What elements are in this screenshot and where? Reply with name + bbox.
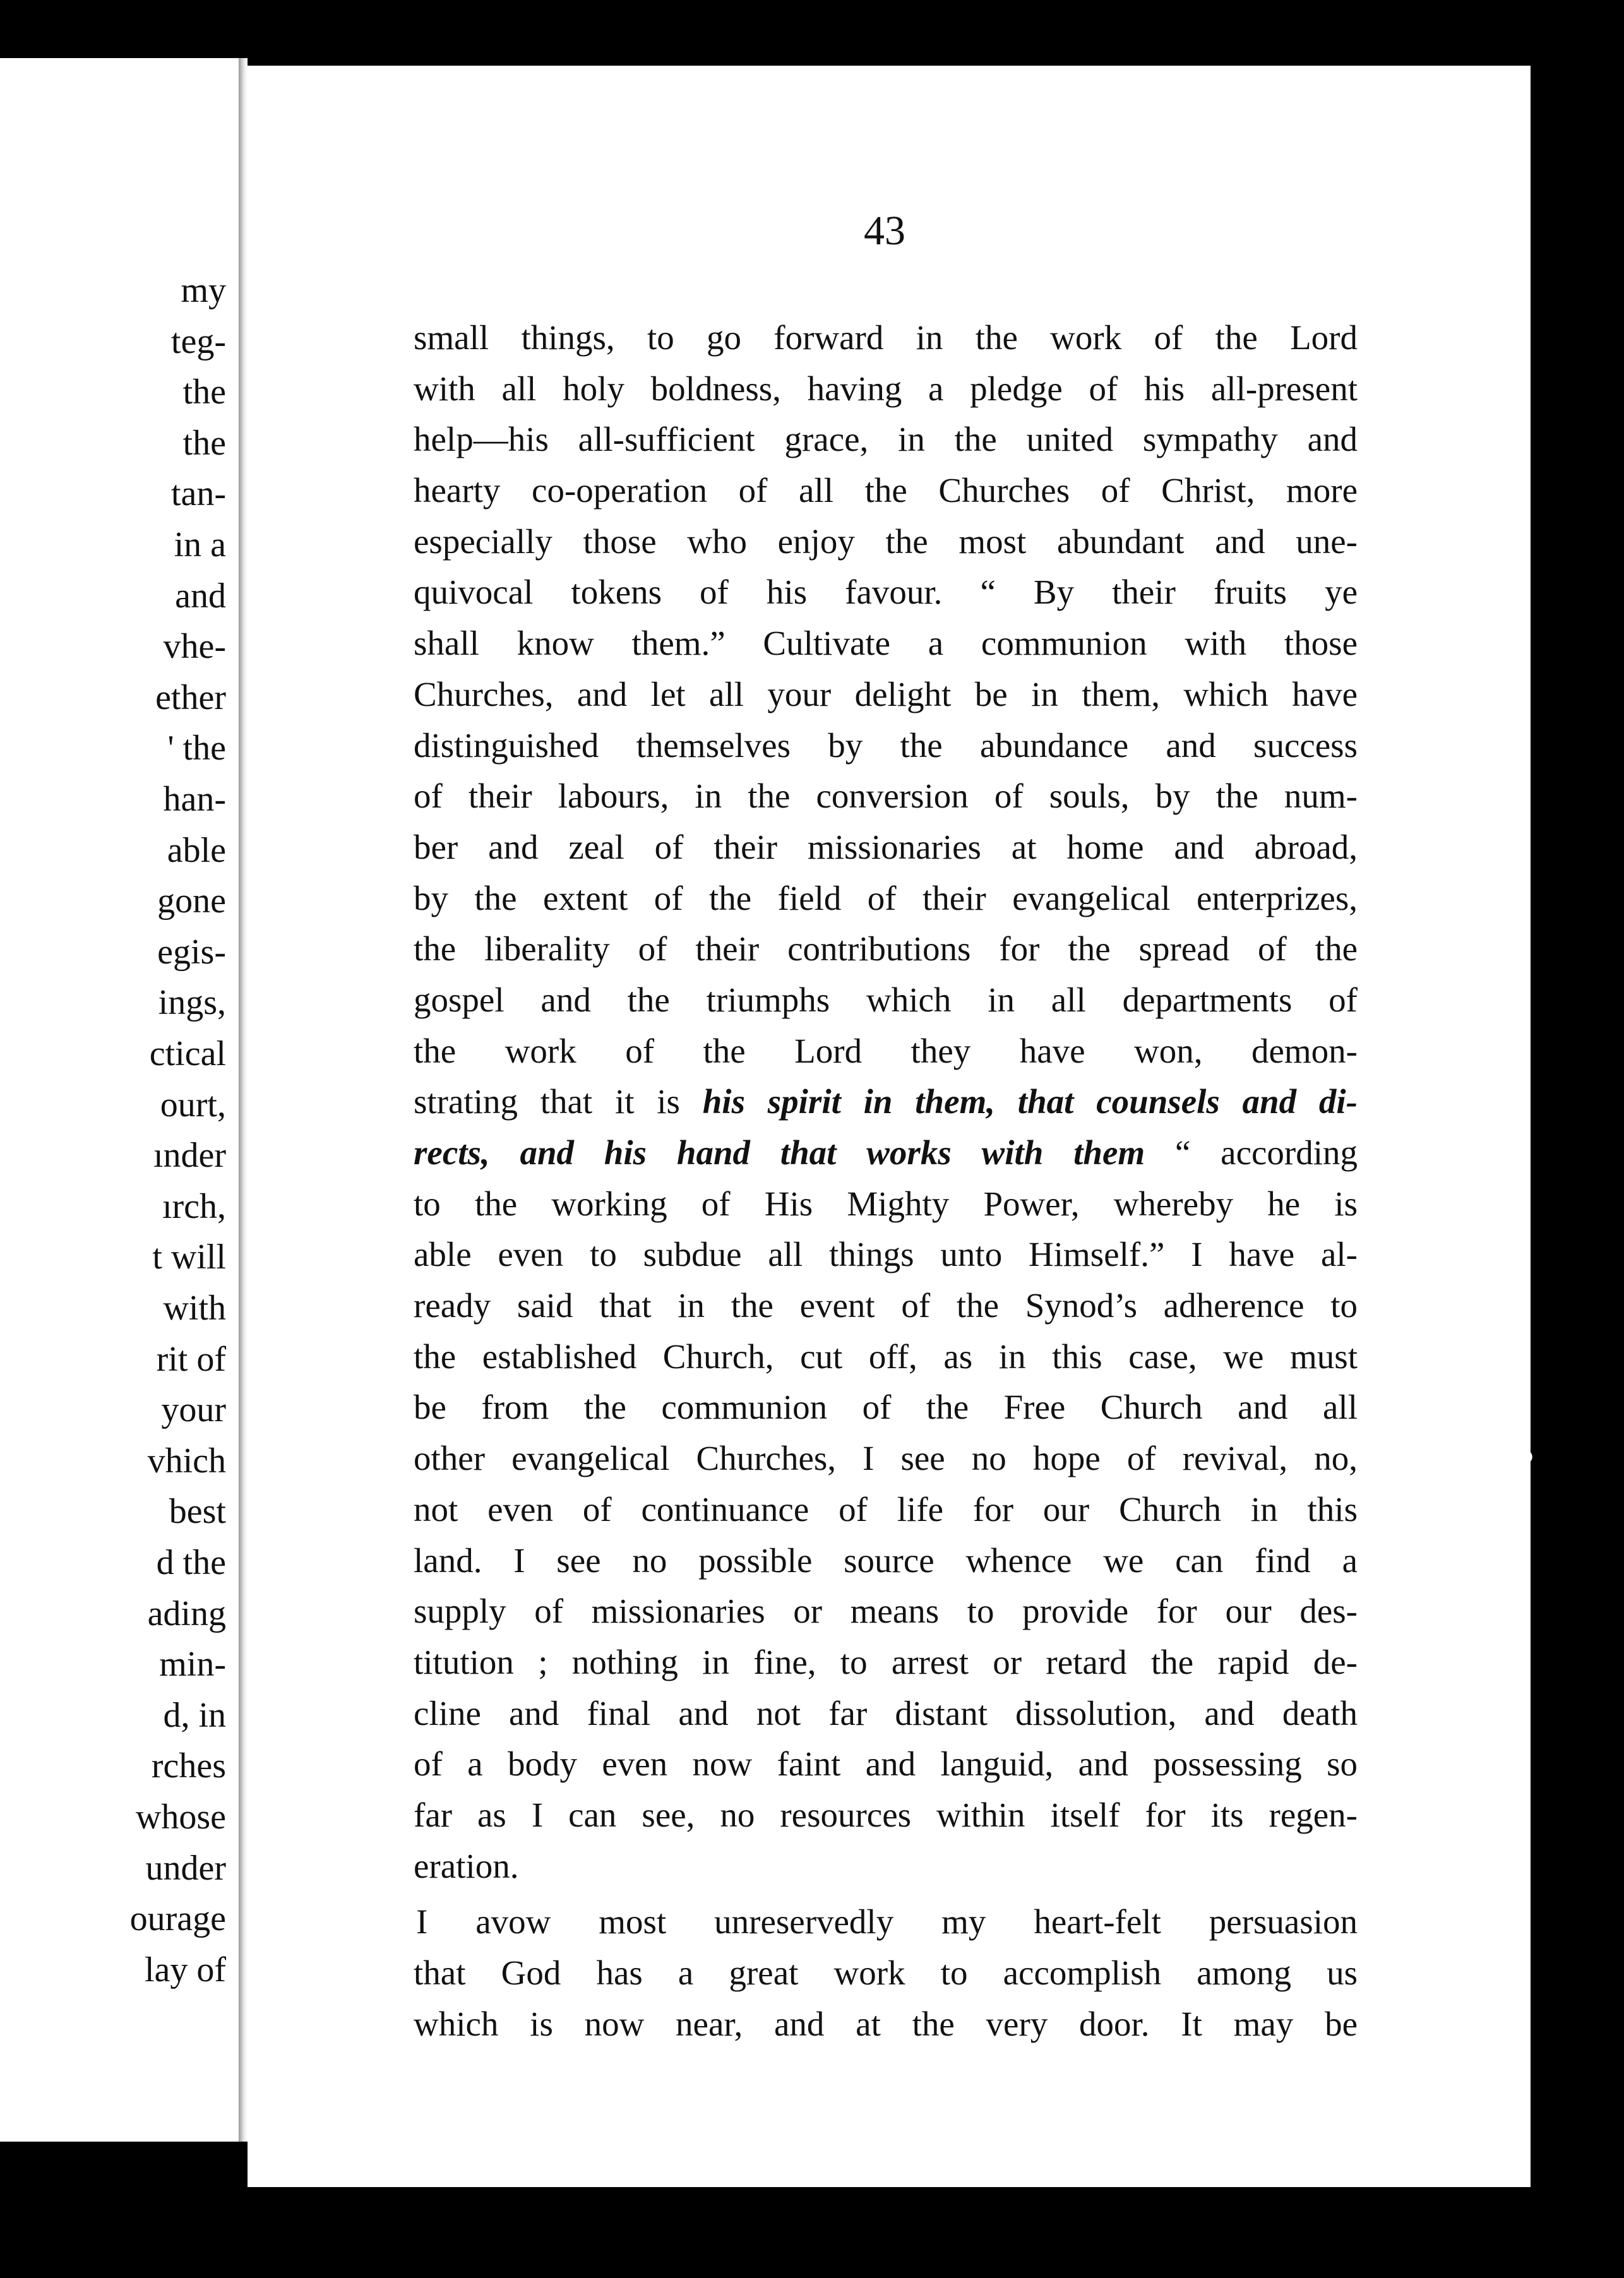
- scan-speck: ●: [1517, 1439, 1535, 1472]
- text-line: far as I can see, no resources within itself for its regen-: [414, 1795, 1358, 1834]
- text-line: gospel and the triumphs which in all departments of: [414, 980, 1358, 1019]
- text-line: other evangelical Churches, I see no hope of revival, no,: [414, 1439, 1358, 1478]
- left-page-line: vhich: [147, 1441, 226, 1481]
- left-page-line: ctical: [149, 1034, 226, 1073]
- text-line: able even to subdue all things unto Himself.” I have al-: [414, 1235, 1358, 1274]
- left-page-line: d, in: [163, 1695, 226, 1735]
- text-run: “ according: [1145, 1133, 1358, 1172]
- left-page-line: lay of: [144, 1950, 226, 1989]
- left-page-line: t will: [152, 1237, 226, 1277]
- emphasized-text: rects, and his hand that works with them: [414, 1133, 1145, 1172]
- text-line: that God has a great work to accomplish among us: [414, 1953, 1358, 1992]
- text-line: the work of the Lord they have won, demon-: [414, 1031, 1358, 1070]
- left-page-line: ether: [155, 677, 226, 717]
- left-page-line: vhe-: [163, 627, 226, 667]
- text-line: [414, 1128, 1358, 1179]
- text-line: especially those who enjoy the most abundant and une-: [414, 522, 1358, 561]
- text-line: to the working of His Mighty Power, whereby he is: [414, 1184, 1358, 1223]
- left-page-line: ings,: [158, 983, 226, 1023]
- text-line: the liberality of their contributions for the spread of the: [414, 929, 1358, 969]
- text-line: the established Church, cut off, as in this case, we must: [414, 1337, 1358, 1376]
- text-line: small things, to go forward in the work of the Lord: [414, 318, 1358, 357]
- text-line: Churches, and let all your delight be in them, which have: [414, 674, 1358, 713]
- left-page-line: tan-: [170, 474, 226, 514]
- left-page-line: ading: [147, 1594, 226, 1633]
- text-line: be from the communion of the Free Church and all: [414, 1388, 1358, 1427]
- text-line: hearty co-operation of all the Churches of Christ, more: [414, 471, 1358, 510]
- text-line: ready said that in the event of the Synod’s adherence to: [414, 1286, 1358, 1325]
- text-line: with all holy boldness, having a pledge of his all-present: [414, 369, 1358, 408]
- left-page-line: my: [181, 271, 226, 310]
- text-line: quivocal tokens of his favour. “ By their fruits ye: [414, 573, 1358, 612]
- left-page-line: under: [145, 1848, 226, 1888]
- text-line: not even of continuance of life for our Church in this: [414, 1489, 1358, 1529]
- left-page-line: teg-: [170, 321, 226, 361]
- text-line: titution ; nothing in fine, to arrest or retard the rapid de-: [414, 1642, 1358, 1681]
- left-page-line: min-: [159, 1645, 226, 1685]
- text-line: supply of missionaries or means to provide for our des-: [414, 1592, 1358, 1631]
- left-page-line: ırch,: [162, 1186, 226, 1226]
- left-page-line: ourt,: [160, 1085, 226, 1124]
- emphasized-text: his spirit in them, that counsels and di-: [702, 1082, 1358, 1121]
- text-line: ber and zeal of their missionaries at home and abroad,: [414, 827, 1358, 866]
- text-line: help—his all-sufficient grace, in the united sympathy and: [414, 420, 1358, 459]
- text-line: distinguished themselves by the abundance and success: [414, 725, 1358, 765]
- body-text: [414, 313, 1358, 2049]
- left-page-line: best: [169, 1492, 226, 1532]
- left-page-line: in a: [174, 525, 226, 564]
- left-page-line: the: [182, 373, 226, 412]
- book-gutter: [239, 58, 248, 2142]
- left-page-line: whose: [135, 1798, 226, 1837]
- text-run: strating that it is: [414, 1082, 703, 1121]
- left-page-line: the: [182, 423, 226, 463]
- left-page-line: rches: [151, 1746, 226, 1786]
- text-line: which is now near, and at the very door. It may be: [414, 2004, 1358, 2043]
- left-page-line: rit of: [156, 1339, 226, 1379]
- left-page-line: your: [161, 1390, 226, 1430]
- text-line: cline and final and not far distant dissolution, and death: [414, 1693, 1358, 1732]
- left-page-line: with: [163, 1289, 226, 1328]
- page-number: 43: [864, 208, 905, 254]
- left-page-line: ' the: [167, 729, 226, 768]
- text-line: of a body even now faint and languid, and possessing so: [414, 1744, 1358, 1784]
- left-page-line: ınder: [153, 1136, 226, 1176]
- text-line: of their labours, in the conversion of souls, by the num-: [414, 777, 1358, 816]
- left-page-fragment: [0, 58, 239, 2142]
- left-page-line: d the: [156, 1543, 226, 1582]
- text-line: land. I see no possible source whence we can find a: [414, 1541, 1358, 1580]
- text-line: [414, 1076, 1358, 1128]
- left-page-line: able: [167, 830, 226, 870]
- left-page-line: ourage: [129, 1899, 226, 1939]
- text-line: by the extent of the field of their evangelical enterprizes,: [414, 878, 1358, 917]
- left-page-line: gone: [157, 881, 226, 921]
- left-page-line: and: [175, 576, 226, 616]
- text-line: shall know them.” Cultivate a communion with those: [414, 624, 1358, 663]
- left-page-line: han-: [163, 780, 226, 819]
- text-line: eration.: [414, 1846, 519, 1885]
- left-page-line: egis-: [157, 932, 226, 972]
- text-line: I avow most unreservedly my heart-felt persuasion: [416, 1902, 1358, 1941]
